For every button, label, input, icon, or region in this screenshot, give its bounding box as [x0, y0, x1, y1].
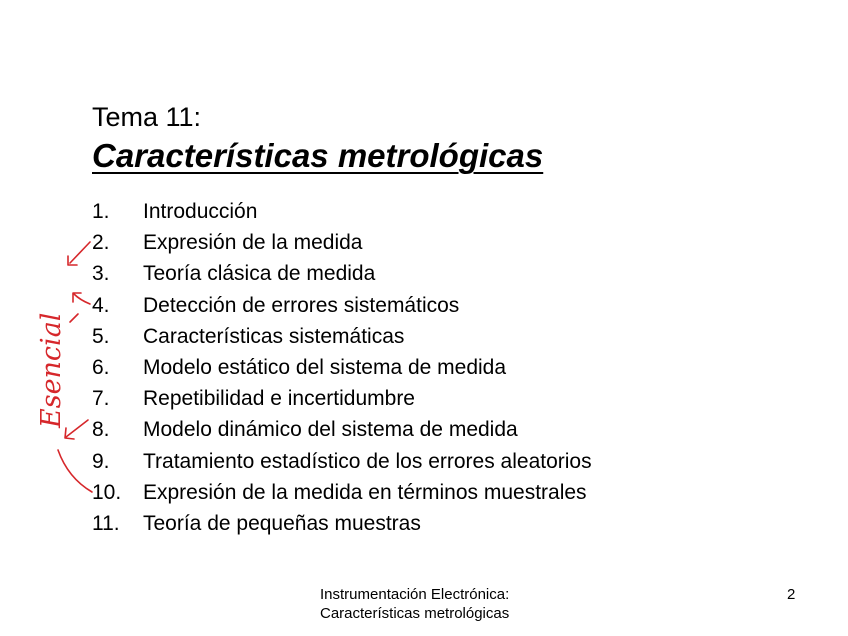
footer [320, 585, 509, 623]
item-text: Teoría clásica de medida [143, 262, 376, 286]
list-item [92, 352, 592, 383]
list-item [92, 258, 592, 289]
item-number: 5. [92, 324, 110, 348]
page-number: 2 [787, 586, 796, 603]
list-item [92, 508, 592, 539]
item-text: Modelo estático del sistema de medida [143, 355, 507, 379]
arrowhead-icon [68, 256, 77, 265]
item-number: 4. [92, 293, 110, 317]
arrow-to-item-2 [70, 242, 90, 263]
item-text: Detección de errores sistemáticos [143, 293, 460, 317]
item-number: 6. [92, 355, 110, 379]
item-text: Modelo dinámico del sistema de medida [143, 418, 518, 442]
list-item [92, 321, 592, 352]
list-item [92, 196, 592, 227]
item-number: 1. [92, 200, 110, 223]
handwritten-note: Esencial [36, 312, 67, 428]
footer-course: Instrumentación Electrónica: [320, 586, 510, 603]
arrowhead-icon [73, 293, 81, 302]
item-number: 9. [92, 449, 110, 473]
item-text: Expresión de la medida [143, 231, 363, 255]
item-text: Teoría de pequeñas muestras [143, 511, 421, 535]
arrowhead-icon [65, 428, 74, 439]
item-number: 7. [92, 387, 110, 411]
arrow-to-item-8 [66, 420, 88, 437]
slide-title: Características metrológicas [92, 137, 544, 174]
topic-number: Tema 11: [92, 102, 202, 132]
item-text: Características sistemáticas [143, 324, 405, 348]
item-text: Tratamiento estadístico de los errores aleatorios [143, 449, 592, 473]
contents-list [92, 196, 592, 539]
list-item [92, 227, 592, 258]
arrow-to-item-4 [74, 294, 90, 304]
item-text: Expresión de la medida en términos muestrales [143, 480, 587, 504]
item-text: Repetibilidad e incertidumbre [143, 387, 415, 411]
list-item [92, 477, 592, 508]
item-number: 3. [92, 262, 110, 286]
item-number: 11. [92, 511, 120, 535]
item-number: 8. [92, 418, 110, 442]
list-item [92, 383, 592, 414]
item-text: Introducción [143, 200, 258, 223]
arrow-to-item-10 [58, 450, 92, 492]
list-item [92, 290, 592, 321]
annotation-arrows [58, 242, 92, 492]
list-item [92, 446, 592, 477]
list-item [92, 414, 592, 445]
footer-topic: Características metrológicas [320, 605, 510, 622]
item-number: 10. [92, 480, 122, 504]
item-number: 2. [92, 231, 110, 255]
